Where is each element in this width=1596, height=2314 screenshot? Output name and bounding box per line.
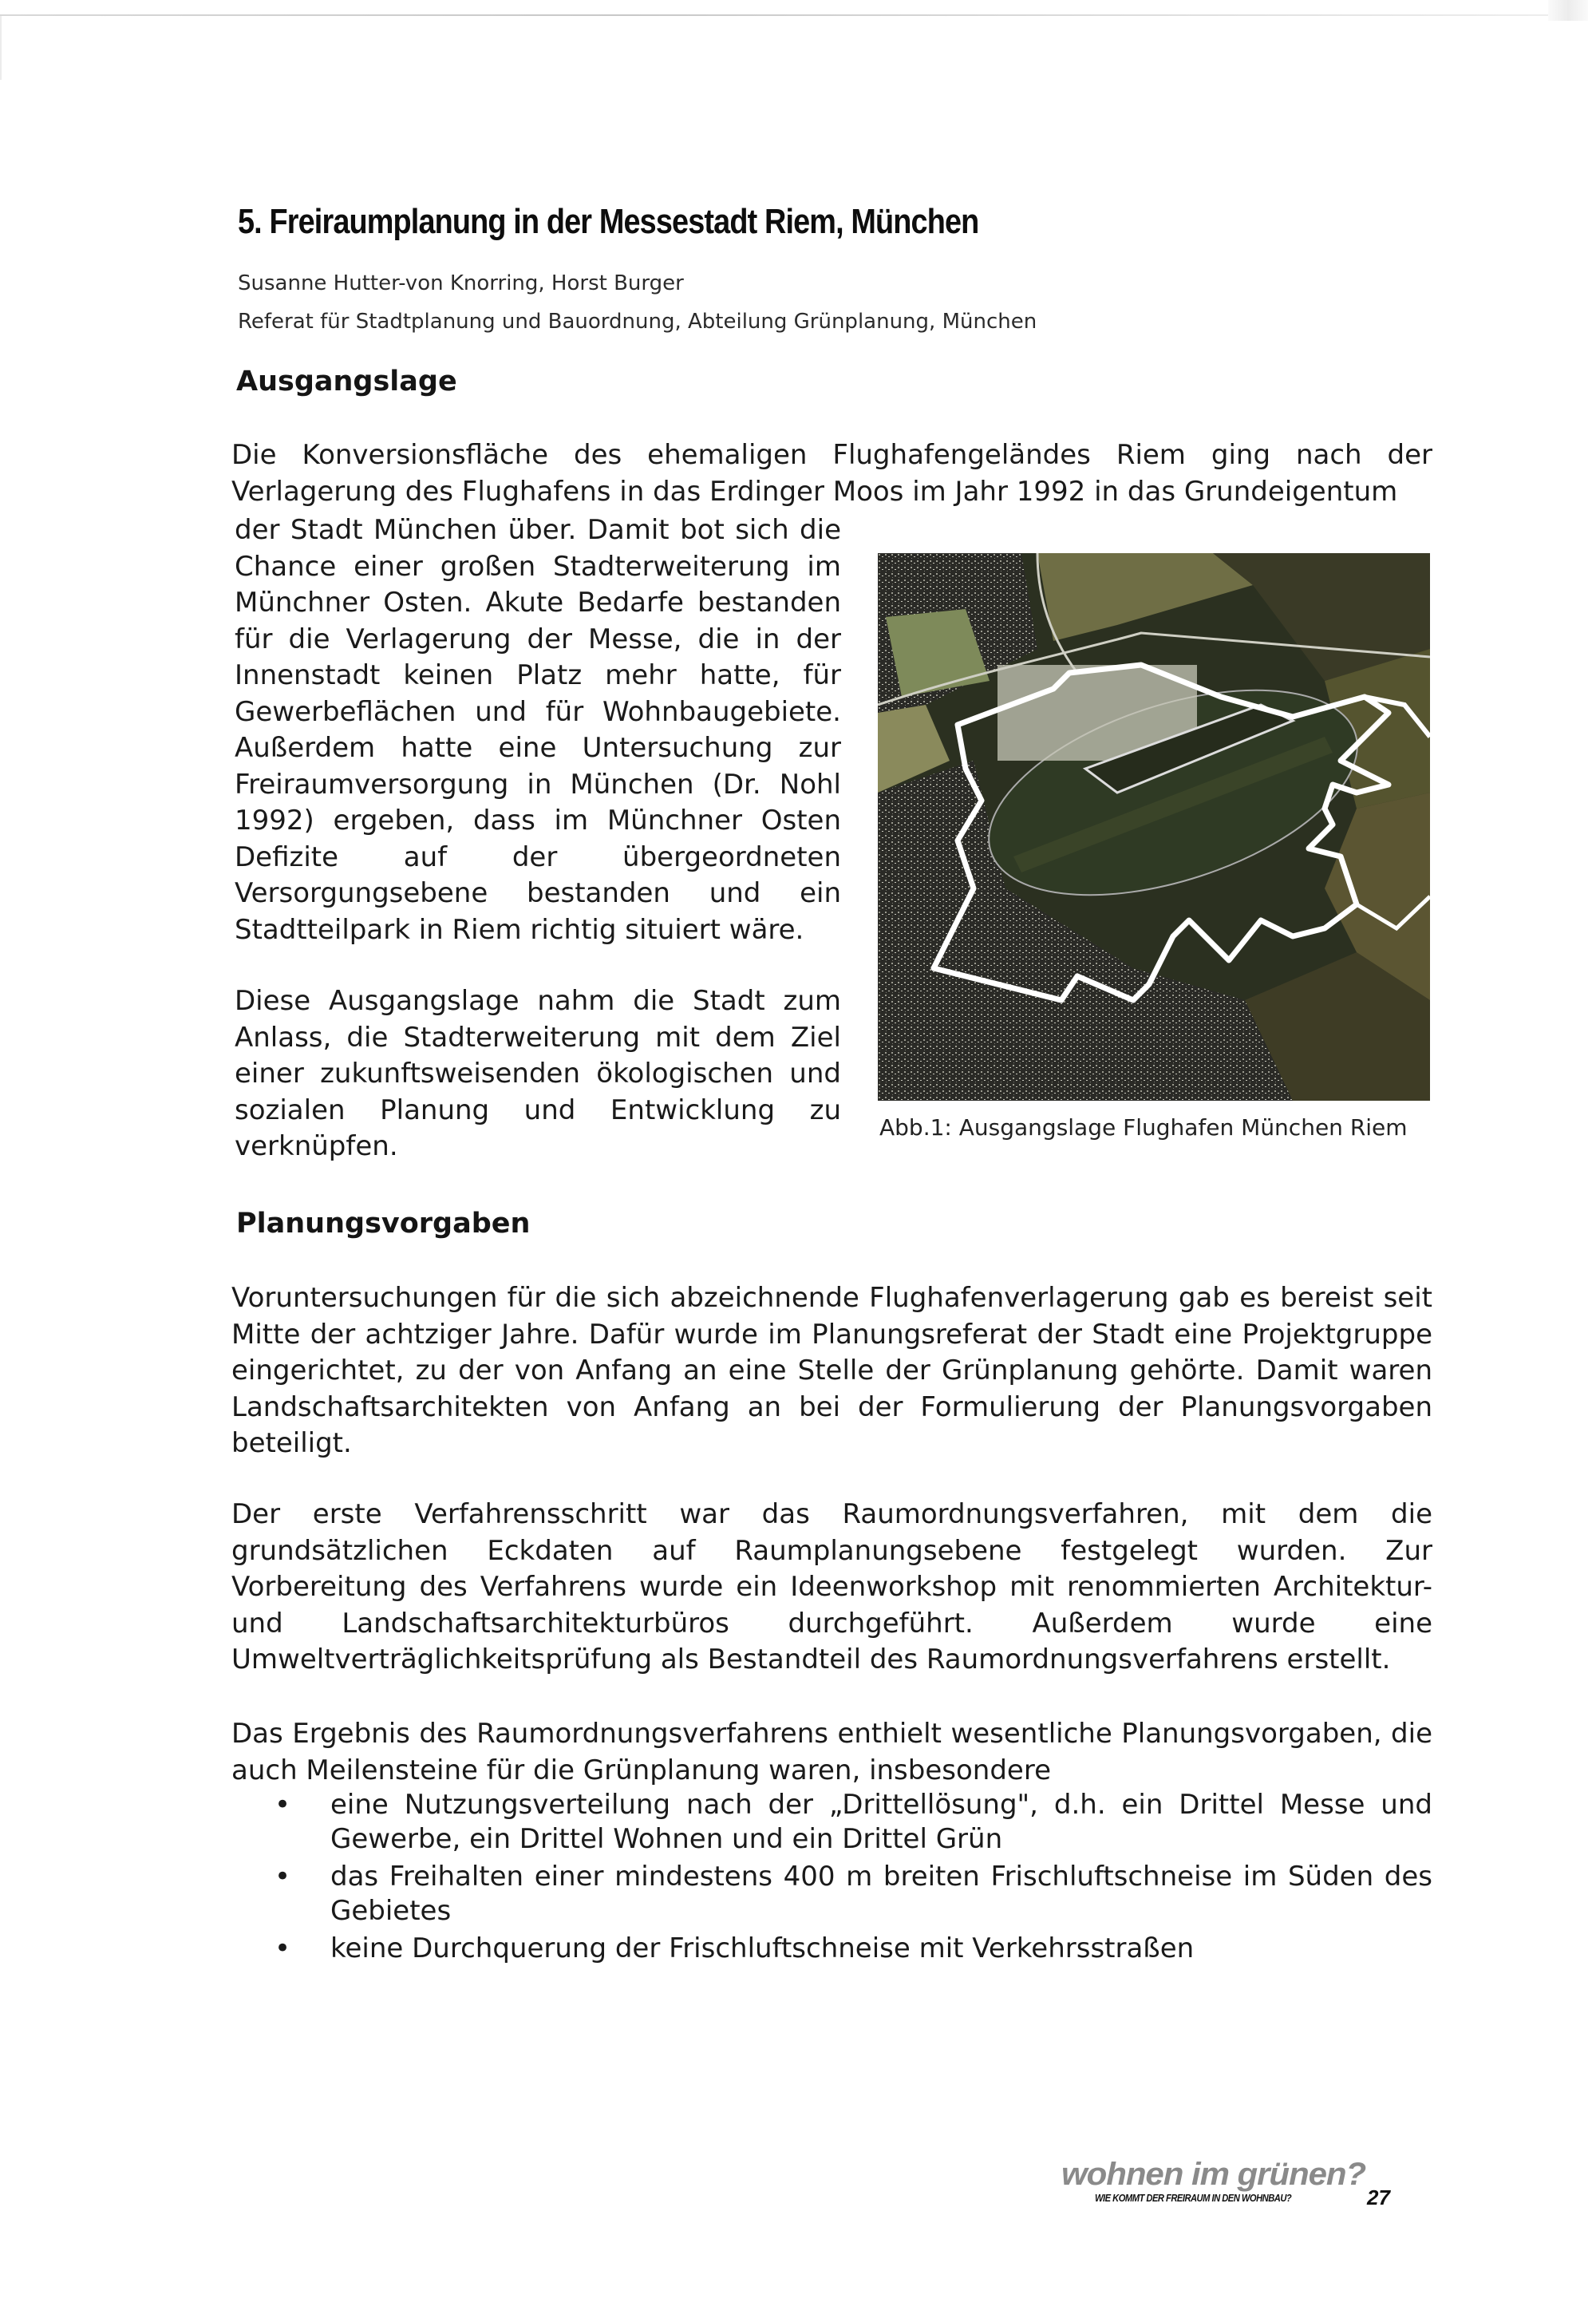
publication-subtitle: WIE KOMMT DER FREIRAUM IN DEN WOHNBAU? bbox=[1095, 2192, 1292, 2204]
list-item bbox=[231, 1788, 1432, 1857]
publication-logo: wohnen im grünen? bbox=[1061, 2157, 1366, 2192]
section-heading-planungsvorgaben: Planungsvorgaben bbox=[236, 1208, 531, 1240]
planning-requirements-list bbox=[231, 1788, 1432, 1969]
aerial-photo-figure bbox=[878, 553, 1430, 1101]
bullet-icon: • bbox=[275, 1861, 291, 1893]
paragraph-voruntersuchungen: Voruntersuchungen für die sich abzeichnende Flughafenverlagerung gab es bereist seit Mitte der achtziger Jahre. Dafür wurde im Planungsreferat der Stadt eine Projektgruppe eingerichtet, zu der von Anfang an eine Stelle der Grünplanung gehörte. Damit waren Landschaftsarchitekten von Anfang an bei der Formulierung der Planungsvorgaben beteiligt. bbox=[231, 1282, 1432, 1459]
list-item bbox=[231, 1860, 1432, 1928]
paragraph-context: der Stadt München über. Damit bot sich die Chance einer großen Stadterweiterung im Münchner Osten. Akute Bedarfe bestanden für die Verlagerung der Messe, die in der Innenstadt keinen Platz mehr hatte, für Gewerbeflächen und für Wohnbaugebiete. Außerdem hatte eine Untersuchung zur Freiraumversorgung in München (Dr. Nohl 1992) ergeben, dass im Münchner Osten Defizite auf der übergeordneten Versorgungsebene bestanden und ein Stadtteilpark in Riem richtig situiert wäre. bbox=[235, 514, 841, 946]
list-item bbox=[231, 1932, 1432, 1966]
list-item-text: keine Durchquerung der Frischluftschneise mit Verkehrsstraßen bbox=[330, 1932, 1195, 1964]
paragraph-raumordnungsverfahren: Der erste Verfahrensschritt war das Raumordnungsverfahren, mit dem die grundsätzlichen Eckdaten auf Raumplanungsebene festgelegt wurden. Zur Vorbereitung des Verfahrens wurde ein Ideenworkshop mit renommierten Architektur- und Landschaftsarchitekturbüros durchgeführt. Außerdem wurde eine Umweltverträglichkeitsprüfung als Bestandteil des Raumordnungsverfahrens erstellt. bbox=[231, 1498, 1432, 1675]
page-title: 5. Freiraumplanung in der Messestadt Riem, München bbox=[238, 202, 979, 242]
bullet-icon: • bbox=[275, 1789, 291, 1821]
paragraph-intro: Die Konversionsfläche des ehemaligen Flughafengeländes Riem ging nach der Verlagerung des Flughafens in das Erdinger Moos im Jahr 1992 in das Grundeigentum bbox=[231, 439, 1432, 508]
authors: Susanne Hutter-von Knorring, Horst Burger bbox=[238, 271, 684, 295]
section-heading-ausgangslage: Ausgangslage bbox=[236, 366, 457, 398]
affiliation: Referat für Stadtplanung und Bauordnung, Abteilung Grünplanung, München bbox=[238, 310, 1037, 334]
bullet-icon: • bbox=[275, 1932, 291, 1964]
scan-corner-shade bbox=[1548, 0, 1588, 21]
page-number: 27 bbox=[1367, 2185, 1390, 2209]
aerial-photo-icon bbox=[878, 553, 1430, 1101]
byline bbox=[238, 264, 1037, 341]
list-item-text: eine Nutzungsverteilung nach der „Drittellösung", d.h. ein Drittel Messe und Gewerbe, ein Drittel Wohnen und ein Drittel Grün bbox=[330, 1789, 1432, 1855]
paragraph-goal: Diese Ausgangslage nahm die Stadt zum Anlass, die Stadterweiterung mit dem Ziel einer zukunftsweisenden ökologischen und sozialen Planung und Entwicklung zu verknüpfen. bbox=[235, 985, 841, 1162]
list-item-text: das Freihalten einer mindestens 400 m breiten Frischluftschneise im Süden des Gebietes bbox=[330, 1861, 1432, 1927]
scan-edge-line bbox=[0, 14, 1564, 16]
paragraph-ergebnis: Das Ergebnis des Raumordnungsverfahrens enthielt wesentliche Planungsvorgaben, die auch Meilensteine für die Grünplanung waren, insbesondere bbox=[231, 1718, 1432, 1786]
figure-caption: Abb.1: Ausgangslage Flughafen München Riem bbox=[879, 1114, 1408, 1141]
scan-left-edge bbox=[0, 16, 2, 80]
